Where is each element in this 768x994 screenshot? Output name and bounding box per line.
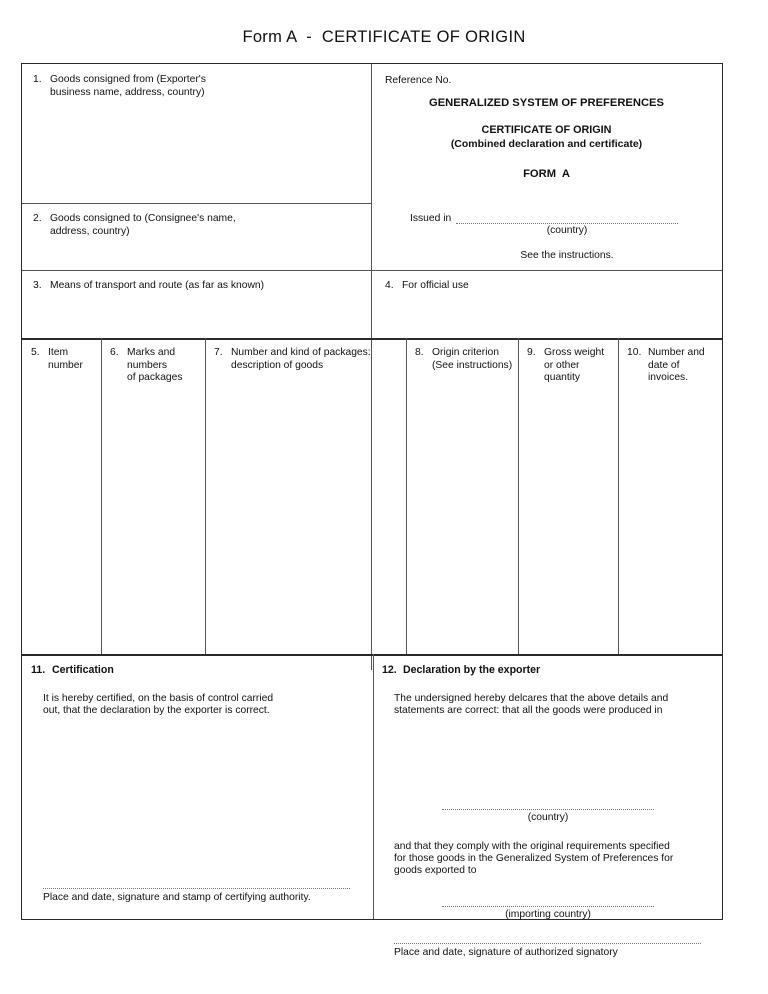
box-1-number: 1. [33,74,42,85]
column-10-number: 10. [627,347,642,358]
issued-in-dotted-rule [456,223,678,224]
box-12-importing-country-caption: (importing country) [505,909,591,920]
box-2-goods-consigned-to [22,203,371,270]
box-12-heading: Declaration by the exporter [403,664,541,676]
issued-in-country-caption: (country) [546,225,588,236]
column-9-number: 9. [527,347,536,358]
column-8-line2: (See instructions) [432,360,513,371]
box-12-declaration-by-exporter [373,654,722,958]
box-3-number: 3. [33,280,42,291]
column-9-line3: quantity [544,372,581,383]
box-12-body-line2: statements are correct: that all the goods were produced in [394,705,663,716]
column-8-label [415,347,499,359]
column-6-line1: Marks and [127,347,176,358]
box-1-goods-consigned-from [22,64,371,203]
box-12-importing-country-dotted-rule [442,906,654,907]
column-8-line1: Origin criterion [432,347,499,358]
box-12-signature-dotted-rule [394,943,701,944]
column-10-label [627,347,705,359]
column-7-number: 7. [214,347,223,358]
column-5-line2: number [48,360,83,371]
box-11-certification [22,654,373,919]
column-10-line1: Number and [648,347,705,358]
box-12-signature-caption: Place and date, signature of authorized signatory [394,947,618,958]
column-7-line2: description of goods [231,360,324,371]
header-line-combined-declaration: (Combined declaration and certificate) [450,138,643,150]
reference-no-label: Reference No. [385,75,452,86]
box-12-country-dotted-rule [442,809,654,810]
column-9-line2: or other [544,360,580,371]
box-3-means-of-transport [22,270,371,338]
box-12-country-caption: (country) [527,812,569,823]
table-column-5-item-number [22,338,101,654]
table-column-10-number-date-invoices [618,338,722,654]
column-9-line1: Gross weight [544,347,605,358]
box-11-signature-dotted-rule [43,888,350,889]
column-6-line2: numbers [127,360,168,371]
column-5-number: 5. [31,347,40,358]
column-7-label [214,347,371,359]
page-title: Form A - CERTIFICATE OF ORIGIN [242,28,526,46]
box-1-text-line2: business name, address, country) [50,87,205,98]
form-frame [21,63,723,958]
box-4-number: 4. [385,280,394,291]
column-6-number: 6. [110,347,119,358]
header-line-certificate-of-origin: CERTIFICATE OF ORIGIN [481,124,612,136]
box-11-body-line2: out, that the declaration by the exporter is correct. [43,705,270,716]
box-11-body-line1: It is hereby certified, on the basis of control carried [43,693,274,704]
column-5-label [31,347,68,359]
column-6-label [110,347,175,359]
column-6-line3: of packages [127,372,183,383]
certificate-header-block [371,64,722,270]
column-9-label [527,347,604,359]
box-12-body2-line2: for those goods in the Generalized System of Preferences for [394,853,674,864]
header-line-gsp: GENERALIZED SYSTEM OF PREFERENCES [429,97,664,109]
box-4-label [385,280,469,292]
box-1-text-line1: Goods consigned from (Exporter's [50,74,206,85]
column-8-number: 8. [415,347,424,358]
table-column-8-origin-criterion [406,338,518,654]
box-11-number: 11. [31,664,46,676]
box-11-label [31,664,114,676]
box-4-text-line1: For official use [402,280,469,291]
table-column-7-packages-description [205,338,406,654]
table-column-6-marks-and-numbers [101,338,205,654]
box-12-number: 12. [382,664,397,676]
issued-in-label: Issued in [410,213,452,224]
box-11-signature-caption: Place and date, signature and stamp of certifying authority. [43,892,311,903]
column-7-line1: Number and kind of packages: [231,347,371,358]
box-12-body2-line3: goods exported to [394,865,477,876]
box-3-text-line1: Means of transport and route (as far as known) [50,280,265,291]
box-12-body-line1: The undersigned hereby delcares that the above details and [394,693,669,704]
column-10-line2: date of [648,360,680,371]
column-10-line3: invoices. [648,372,689,383]
box-4-for-official-use [371,270,722,338]
box-2-label [33,213,236,225]
box-2-number: 2. [33,213,42,224]
column-5-line1: Item [48,347,69,358]
see-instructions-note: See the instructions. [520,250,614,261]
header-line-form-a: FORM A [523,168,570,180]
box-12-body2-line1: and that they comply with the original requirements specified [394,841,670,852]
box-3-label [33,280,264,292]
box-1-label [33,74,206,86]
box-12-label [382,664,540,676]
box-2-text-line1: Goods consigned to (Consignee's name, [50,213,236,224]
table-column-9-gross-weight [518,338,618,654]
box-11-heading: Certification [52,664,114,676]
box-2-text-line2: address, country) [50,226,130,237]
